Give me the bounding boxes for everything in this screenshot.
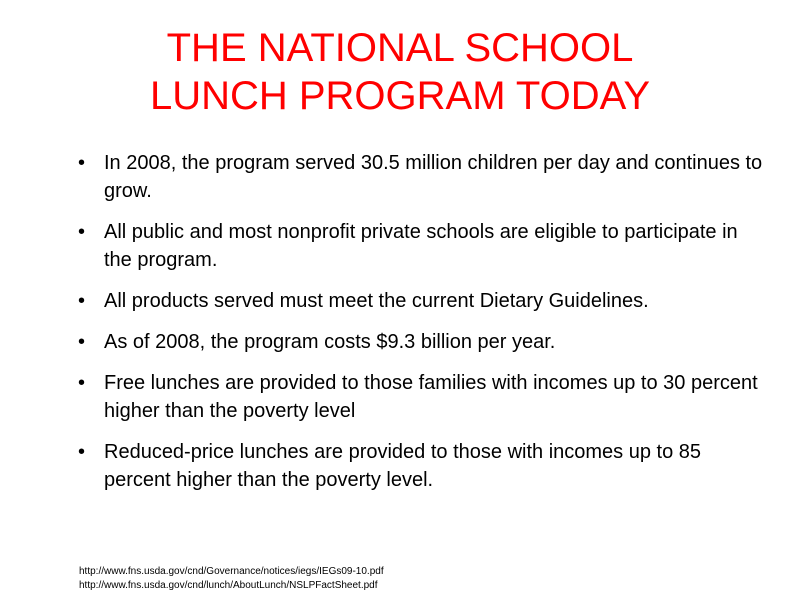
reference-link-nslp-fact-sheet[interactable]: http://www.fns.usda.gov/cnd/lunch/AboutLunch/NSLPFactSheet.pdf [79, 580, 378, 591]
reference-link-iegs[interactable]: http://www.fns.usda.gov/cnd/Governance/notices/iegs/IEGs09-10.pdf [79, 566, 384, 577]
bullet-icon: • [78, 152, 86, 174]
slide-title [0, 24, 800, 120]
bullet-text: All public and most nonprofit private schools are eligible to participate in the program. [104, 221, 738, 271]
bullet-text: Reduced-price lunches are provided to those with incomes up to 85 percent higher than the poverty level. [104, 441, 702, 491]
bullet-icon: • [78, 290, 86, 312]
bullet-text: Free lunches are provided to those families with incomes up to 30 percent higher than the poverty level [104, 372, 758, 422]
bullet-text: In 2008, the program served 30.5 million children per day and continues to grow. [104, 152, 763, 202]
bullet-icon: • [78, 221, 86, 243]
bullet-text: All products served must meet the current Dietary Guidelines. [104, 290, 649, 312]
slide-title-line-1: THE NATIONAL SCHOOL [166, 26, 634, 70]
bullet-text: As of 2008, the program costs $9.3 billion per year. [104, 331, 556, 353]
bullet-item [78, 149, 768, 205]
bullet-item [78, 369, 768, 425]
bullet-item [78, 328, 768, 356]
bullet-item [78, 287, 768, 315]
bullet-icon: • [78, 372, 86, 394]
bullet-icon: • [78, 441, 86, 463]
bullet-item [78, 218, 768, 274]
bullet-list [78, 149, 768, 507]
bullet-icon: • [78, 331, 86, 353]
bullet-item [78, 438, 768, 494]
slide-title-line-2: LUNCH PROGRAM TODAY [149, 74, 651, 118]
references [79, 565, 384, 593]
